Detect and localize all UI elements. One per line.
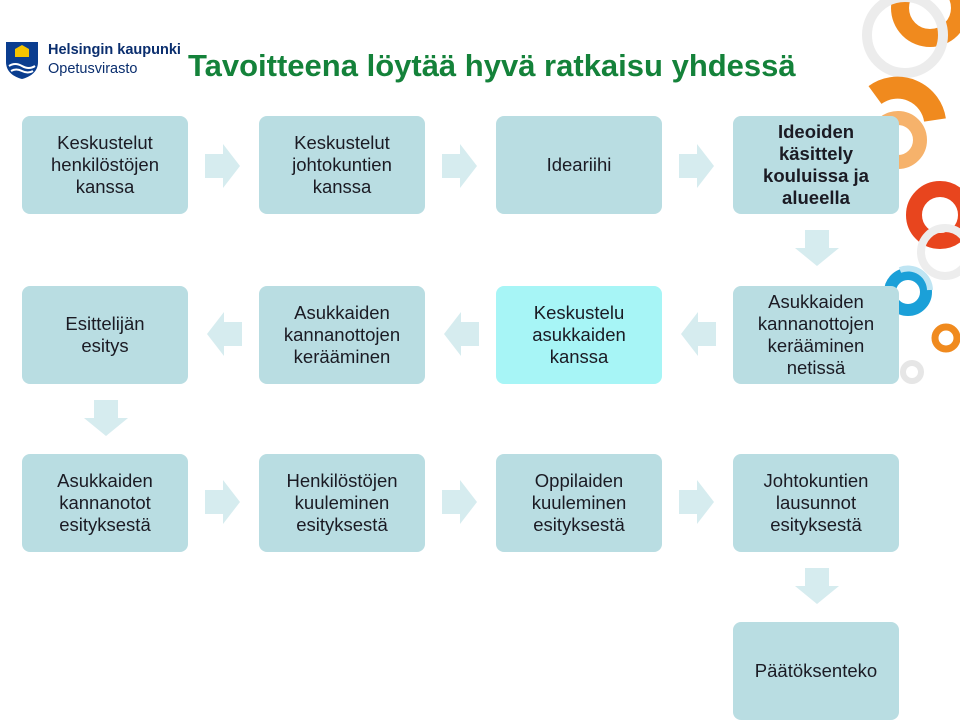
step-discussion-residents: [496, 286, 662, 384]
arrow-right: [205, 144, 240, 188]
step-label: Asukkaiden kannanottojen kerääminen netissä: [757, 291, 875, 378]
arrow-left: [207, 312, 242, 356]
step-decision-making: [733, 622, 899, 720]
step-student-hearing: [496, 454, 662, 552]
step-discussions-staff: [22, 116, 188, 214]
step-collect-resident-opinions: [259, 286, 425, 384]
arrow-left: [444, 312, 479, 356]
step-label: Ideariihi: [546, 154, 612, 175]
arrow-down: [795, 230, 839, 266]
step-label: Keskustelu asukkaiden kanssa: [532, 302, 626, 367]
step-resident-statements: [22, 454, 188, 552]
org-department: Opetusvirasto: [48, 61, 138, 77]
arrow-down: [84, 400, 128, 436]
step-label: Ideoiden käsittely kouluissa ja alueella: [763, 121, 869, 208]
step-label: Päätöksenteko: [754, 660, 878, 681]
step-label: Johtokuntien lausunnot esityksestä: [763, 470, 869, 535]
step-label: Henkilöstöjen kuuleminen esityksestä: [286, 470, 398, 535]
step-presenter-proposal: [22, 286, 188, 384]
arrow-right: [442, 480, 477, 524]
step-staff-hearing: [259, 454, 425, 552]
step-idea-processing: [733, 116, 899, 214]
step-label: Esittelijän esitys: [65, 313, 145, 356]
arrow-right: [442, 144, 477, 188]
arrow-right: [679, 144, 714, 188]
step-label: Keskustelut johtokuntien kanssa: [292, 132, 392, 197]
org-name: Helsingin kaupunki: [48, 42, 181, 58]
step-brainstorm: [496, 116, 662, 214]
arrow-left: [681, 312, 716, 356]
step-collect-opinions-online: [733, 286, 899, 384]
step-label: Oppilaiden kuuleminen esityksestä: [531, 470, 627, 535]
arrow-right: [679, 480, 714, 524]
page-title: Tavoitteena löytää hyvä ratkaisu yhdessä: [188, 48, 796, 83]
step-label: Asukkaiden kannanotot esityksestä: [57, 470, 153, 535]
arrow-right: [205, 480, 240, 524]
step-discussions-boards: [259, 116, 425, 214]
step-label: Keskustelut henkilöstöjen kanssa: [51, 132, 159, 197]
step-board-statements: [733, 454, 899, 552]
arrow-down: [795, 568, 839, 604]
step-label: Asukkaiden kannanottojen kerääminen: [283, 302, 401, 367]
